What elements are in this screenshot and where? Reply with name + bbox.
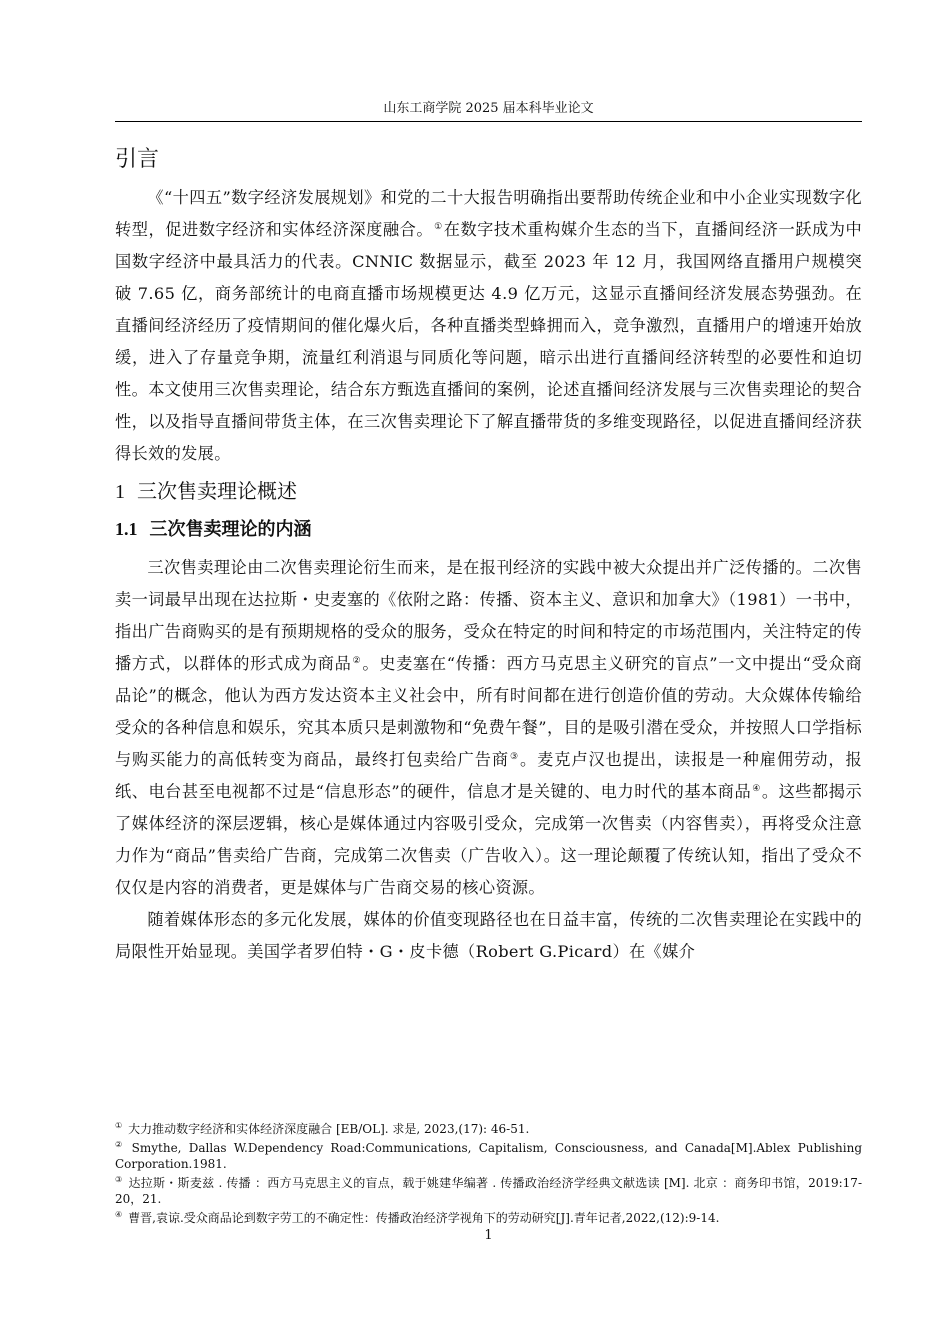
- section-1-1-paragraph-2: 随着媒体形态的多元化发展，媒体的价值变现路径也在日益丰富，传统的二次售卖理论在实践中的局限性开始显现。美国学者罗伯特・G・皮卡德（Robert G.Picard）在《媒介: [115, 910, 862, 961]
- section-1-title: 三次售卖理论概述: [137, 479, 297, 503]
- text-run: 三次售卖理论由二次售卖理论衍生而来，是在报刊经济的实践中被大众提出并广泛传播的。二次售卖一词最早出现在达拉斯・史麦塞的《依附之路：传播、资本主义、意识和加拿大》（1981）一书中，指出广告商购买的是有预期规格的受众的服务，受众在特定的时间和特定的市场范围内，关注特定的传播方式，以群体的形式成为商品: [115, 558, 862, 673]
- section-1-1-paragraph-1: [115, 552, 862, 904]
- footnote-reference: ④: [752, 783, 761, 794]
- footnote-text: 曹晋,袁谅.受众商品论到数字劳工的不确定性：传播政治经济学视角下的劳动研究[J].青年记者,2022,(12):9-14.: [128, 1210, 720, 1225]
- footnote-text: 大力推动数字经济和实体经济深度融合 [EB/OL]. 求是, 2023,(17): 46-51.: [128, 1122, 530, 1136]
- section-1-number: 1: [115, 481, 125, 503]
- text-run: 《“十四五”数字经济发展规划》和党的二十大报告明确指出要帮助传统企业和中小企业实现数字化转型，促进数字经济和实体经济深度融合。: [115, 188, 862, 239]
- footnote: [115, 1121, 862, 1138]
- footnote-text: Smythe, Dallas W.Dependency Road:Communications, Capitalism, Consciousness, and Canada[M].Ablex Publishing Corporation.1981.: [115, 1140, 863, 1171]
- footnote: [115, 1140, 862, 1173]
- section-1-1-title: 三次售卖理论的内涵: [149, 519, 312, 540]
- text-run: 在数字技术重构媒介生态的当下，直播间经济一跃成为中国数字经济中最具活力的代表。CNNIC 数据显示，截至 2023 年 12 月，我国网络直播用户规模突破 7.65 亿，商务部统计的电商直播市场规模更达 4.9 亿万元，这显示直播间经济发展态势强劲。在直播间经济经历了疫情期间的催化爆火后，各种直播类型蜂拥而入，竞争激烈，直播用户的增速开始放缓，进入了存量竞争期，流量红利消退与同质化等问题，暗示出进行直播间经济转型的必要性和迫切性。本文使用三次售卖理论，结合东方甄选直播间的案例，论述直播间经济发展与三次售卖理论的契合性，以及指导直播间带货主体，在三次售卖理论下了解直播带货的多维变现路径，以促进直播间经济获得长效的发展。: [115, 220, 863, 463]
- footnote-mark: ②: [115, 1139, 126, 1149]
- page-number: 1: [484, 1228, 493, 1243]
- footnotes: [115, 1121, 862, 1228]
- running-header: 山东工商学院 2025 届本科毕业论文: [383, 101, 594, 116]
- text-run: 。麦克卢汉也提出，读报是一种雇佣劳动，报纸、电台甚至电视都不过是“信息形态”的硬件，信息才是关键的、电力时代的基本商品: [115, 750, 862, 801]
- footnote: [115, 1210, 862, 1227]
- section-1-1-heading: [115, 515, 862, 544]
- footnote-mark: ①: [115, 1121, 123, 1130]
- text-run: 。史麦塞在“传播：西方马克思主义研究的盲点”一文中提出“受众商品论”的概念，他认为西方发达资本主义社会中，所有时间都在进行创造价值的劳动。大众媒体传输给受众的各种信息和娱乐，究其本质只是刺激物和“免费午餐”，目的是吸引潜在受众，并按照人口学指标与购买能力的高低转变为商品，最终打包卖给广告商: [115, 654, 862, 769]
- footnote-mark: ③: [115, 1174, 123, 1184]
- footnote-reference: ②: [352, 655, 362, 666]
- header-rule: [115, 121, 862, 122]
- footnote-reference: ①: [434, 221, 443, 232]
- footnote-mark: ④: [115, 1209, 123, 1219]
- footnote-reference: ③: [509, 751, 519, 762]
- section-1-1-number: 1.1: [115, 519, 138, 539]
- intro-paragraph: [115, 182, 862, 470]
- text-run: 。这些都揭示了媒体经济的深层逻辑，核心是媒体通过内容吸引受众，完成第一次售卖（内容售卖），再将受众注意力作为“商品”售卖给广告商，完成第二次售卖（广告收入）。这一理论颠覆了传统认知，指出了受众不仅仅是内容的消费者，更是媒体与广告商交易的核心资源。: [115, 782, 862, 897]
- section-1-heading: [115, 476, 862, 507]
- footnote-text: 达拉斯・斯麦兹 . 传播 ：西方马克思主义的盲点，载于姚建华编著 . 传播政治经济学经典文献选读 [M]. 北京 ：商务印书馆，2019:17-20，21.: [115, 1175, 862, 1206]
- page-body: [115, 140, 862, 968]
- intro-heading: 引言: [115, 147, 160, 172]
- footnote: [115, 1175, 862, 1208]
